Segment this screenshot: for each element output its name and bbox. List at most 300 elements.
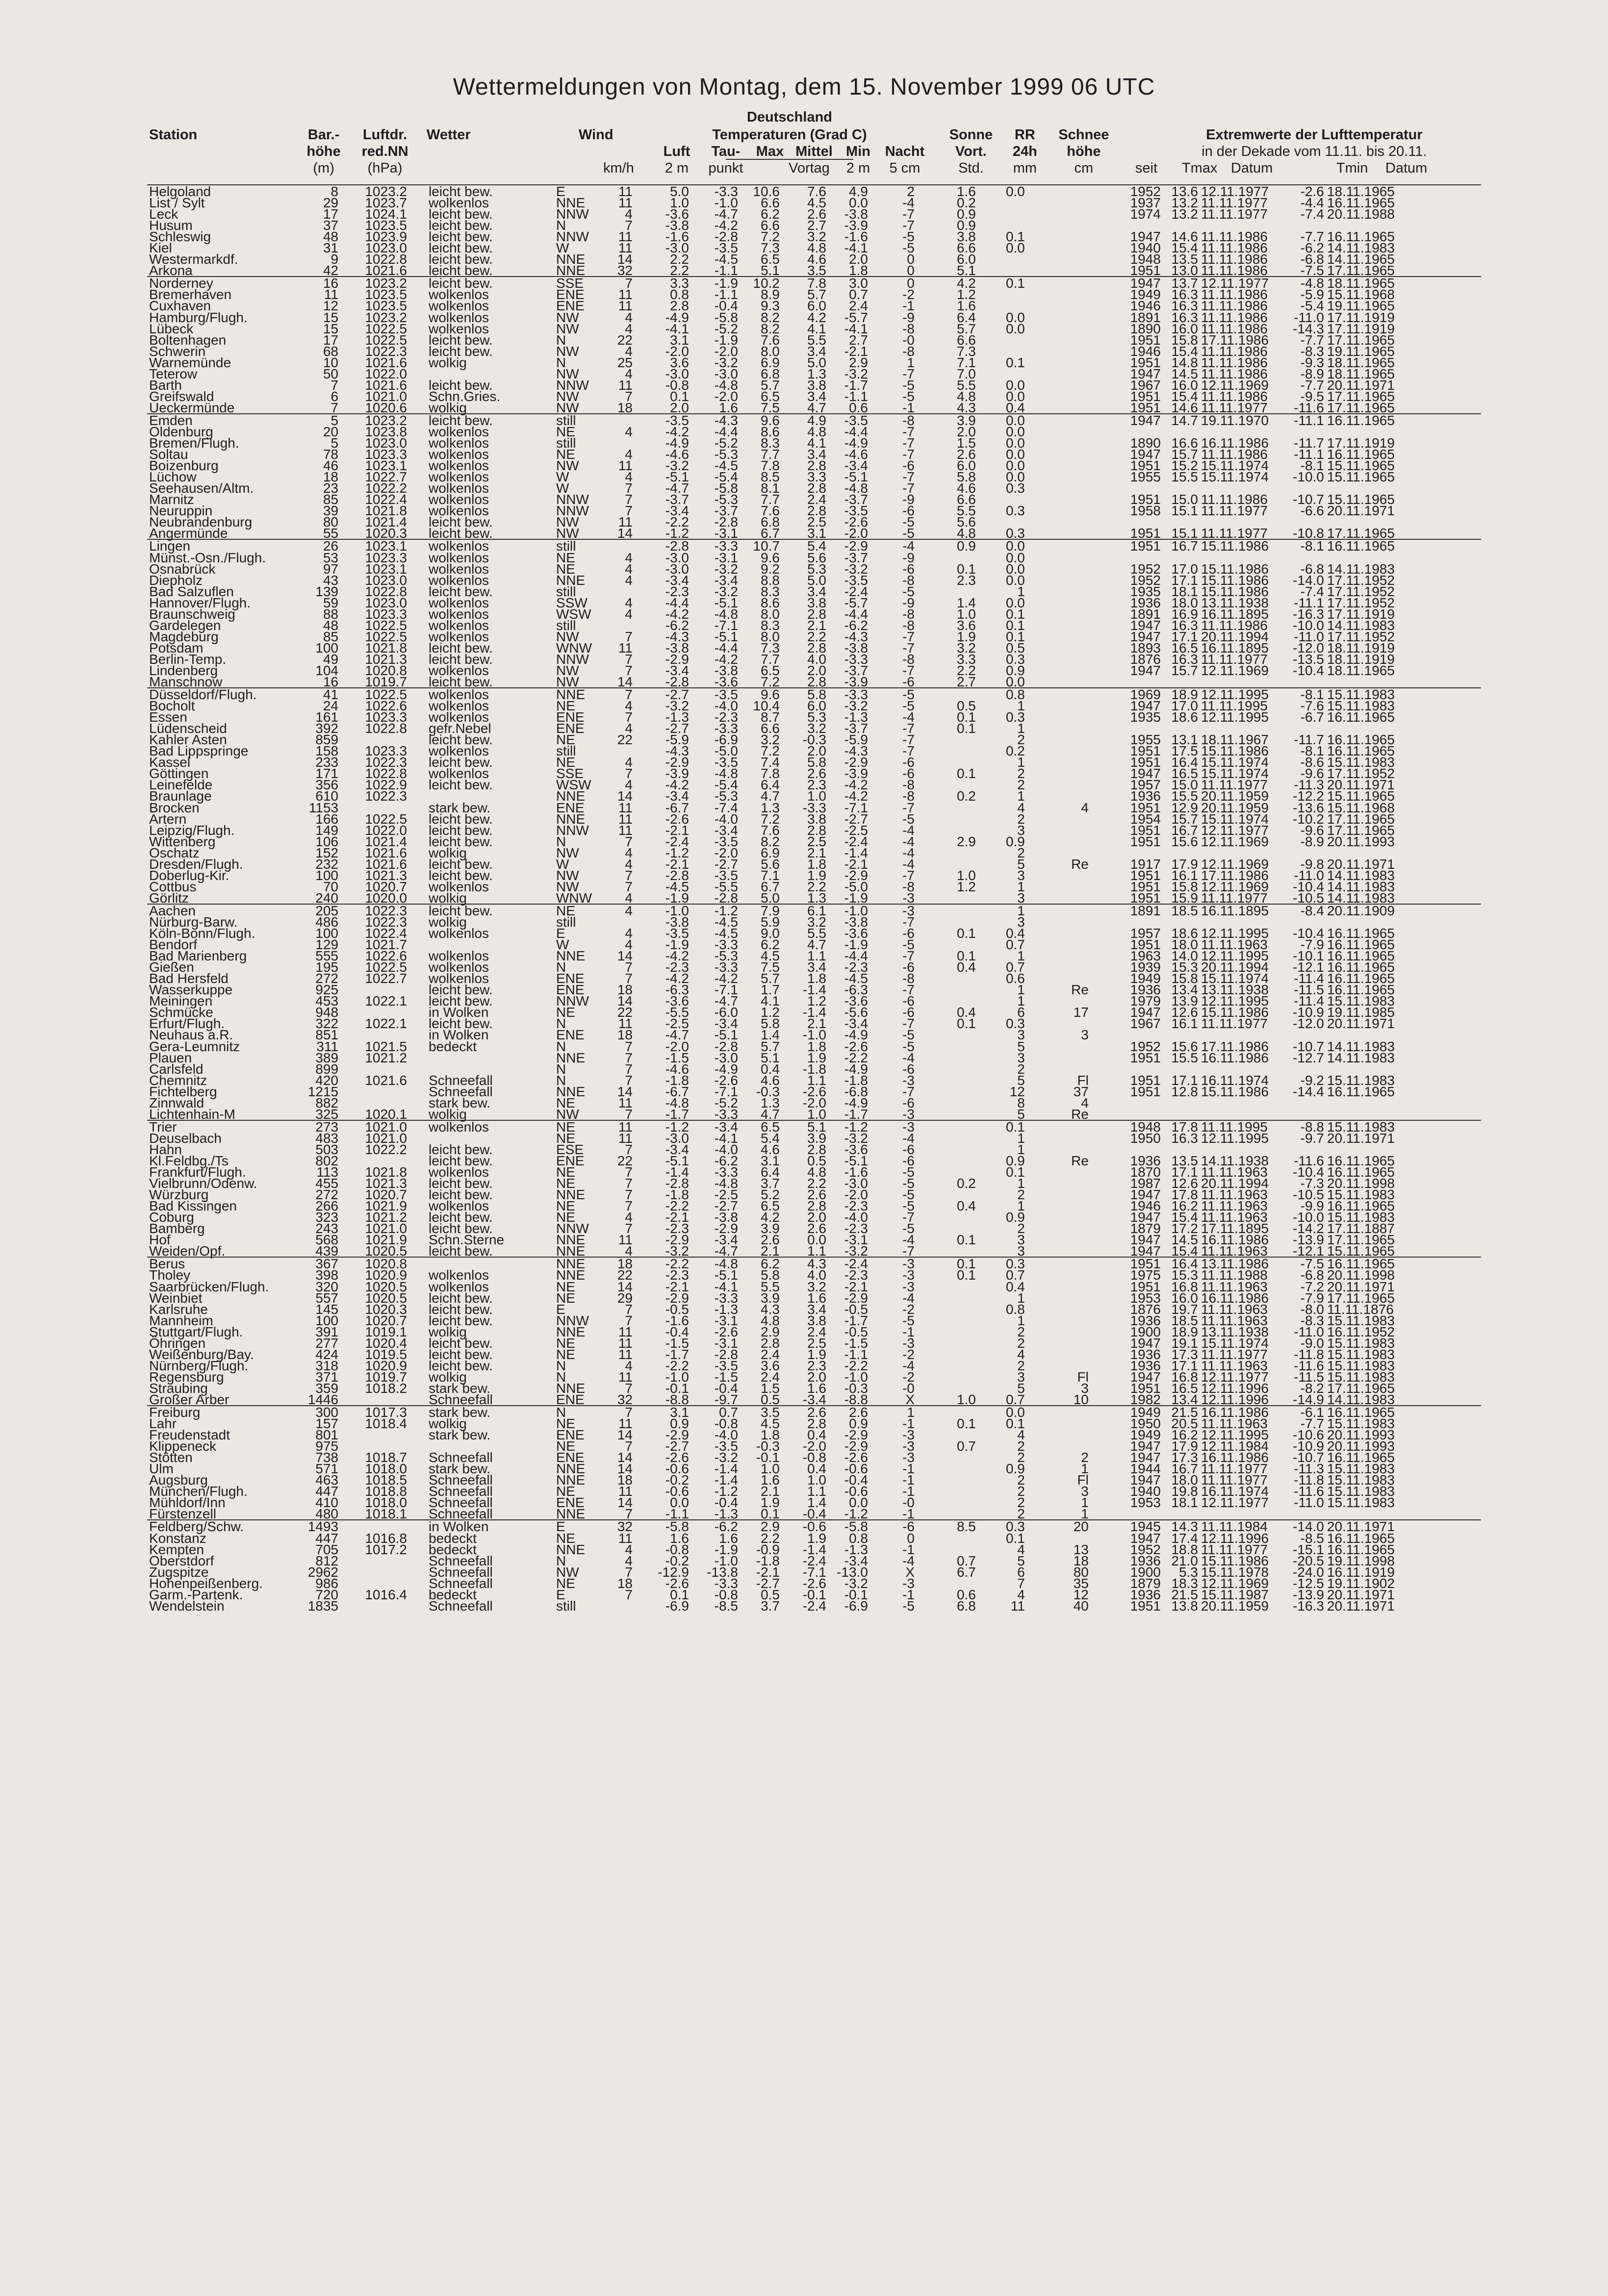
- cell-seit: 1949: [1130, 287, 1161, 303]
- cell-taupunkt: -4.5: [714, 458, 738, 474]
- cell-tmin: -12.1: [1293, 959, 1324, 975]
- cell-max-vortag: 8.0: [761, 606, 780, 622]
- cell-station: Teterow: [149, 366, 198, 381]
- cell-min-2m: -3.9: [844, 218, 868, 233]
- cell-tmax: 16.3: [1171, 287, 1198, 303]
- cell-max-vortag: 6.9: [761, 354, 780, 370]
- cell-tmax: 16.7: [1171, 822, 1198, 838]
- cell-wetter: Schneefall: [429, 1072, 493, 1088]
- cell-tmax: 15.6: [1171, 833, 1198, 849]
- cell-seit: 1935: [1130, 709, 1161, 725]
- cell-bar-hoehe: 273: [315, 1119, 338, 1135]
- cell-rr-24h: 2: [1017, 1438, 1025, 1454]
- cell-datum-min: 15.11.1983: [1327, 1072, 1395, 1088]
- cell-tmax: 16.7: [1171, 538, 1198, 554]
- cell-mittel-vortag: 2.3: [807, 1358, 826, 1373]
- cell-max-vortag: 6.7: [761, 526, 780, 541]
- cell-tmax: 15.6: [1171, 1038, 1198, 1054]
- cell-tmax: 17.5: [1171, 743, 1198, 759]
- cell-seit: 1969: [1130, 687, 1161, 703]
- cell-wind-speed: 11: [618, 1416, 633, 1432]
- cell-bar-hoehe: 48: [323, 229, 338, 245]
- cell-wetter: stark bew.: [429, 1405, 491, 1420]
- cell-luft-2m: -3.2: [665, 698, 689, 714]
- cell-wetter: leicht bew.: [429, 377, 493, 393]
- cell-wind-speed: 4: [625, 698, 633, 714]
- cell-seit: 1946: [1130, 298, 1161, 314]
- cell-datum-min: 16.11.1965: [1327, 195, 1395, 211]
- cell-bar-hoehe: 85: [323, 629, 338, 644]
- cell-rr-24h: 1: [1017, 903, 1025, 918]
- cell-tmin: -14.0: [1293, 1519, 1324, 1535]
- cell-seit: 1949: [1130, 971, 1161, 986]
- cell-seit: 1951: [1130, 879, 1161, 894]
- cell-tmin: -5.9: [1300, 287, 1324, 303]
- cell-datum-min: 19.11.1965: [1327, 343, 1395, 359]
- cell-nacht-5cm: 1: [907, 354, 915, 370]
- cell-tmin: -6.1: [1300, 1405, 1324, 1420]
- cell-luft-2m: -0.5: [665, 1301, 689, 1317]
- cell-tmax: 16.5: [1171, 766, 1198, 782]
- cell-mittel-vortag: 3.8: [807, 1312, 826, 1328]
- cell-station: Stötten: [149, 1450, 193, 1465]
- cell-wetter: leicht bew.: [429, 755, 493, 770]
- cell-nacht-5cm: -5: [902, 1598, 915, 1614]
- cell-luftdruck: 1023.1: [365, 538, 407, 554]
- cell-rr-24h: 3: [1017, 867, 1025, 883]
- cell-rr-24h: 0.0: [1006, 435, 1025, 451]
- cell-taupunkt: -4.0: [714, 811, 738, 827]
- cell-mittel-vortag: 1.8: [807, 1038, 826, 1054]
- cell-wetter: leicht bew.: [429, 674, 493, 690]
- cell-max-vortag: 8.7: [761, 709, 780, 725]
- cell-mittel-vortag: 2.8: [807, 822, 826, 838]
- cell-datum-min: 17.11.1965: [1327, 1232, 1395, 1248]
- cell-tmin: -16.3: [1293, 1598, 1324, 1614]
- cell-luftdruck: 1020.1: [365, 1106, 407, 1122]
- cell-seit: 1948: [1130, 1119, 1161, 1135]
- cell-tmax: 18.0: [1171, 1472, 1198, 1488]
- cell-bar-hoehe: 410: [315, 1495, 338, 1511]
- cell-seit: 1947: [1130, 662, 1161, 678]
- cell-wetter: leicht bew.: [429, 240, 493, 256]
- cell-seit: 1975: [1130, 1267, 1161, 1283]
- cell-bar-hoehe: 158: [315, 743, 338, 759]
- cell-wind-speed: 14: [617, 1461, 633, 1477]
- cell-nacht-5cm: -1: [902, 1324, 915, 1339]
- cell-taupunkt: -1.3: [714, 1506, 738, 1522]
- cell-wetter: stark bew.: [429, 1380, 491, 1396]
- cell-wetter: leicht bew.: [429, 1301, 493, 1317]
- cell-bar-hoehe: 453: [315, 993, 338, 1009]
- cell-nacht-5cm: 0: [907, 1530, 915, 1546]
- cell-tmax: 18.1: [1171, 583, 1198, 599]
- cell-datum-min: 16.11.1965: [1327, 982, 1395, 998]
- cell-taupunkt: -3.3: [714, 1106, 738, 1122]
- cell-tmax: 14.6: [1171, 229, 1198, 245]
- cell-station: Warnemünde: [149, 354, 231, 370]
- cell-mittel-vortag: 3.4: [807, 447, 826, 462]
- cell-wetter: wolkig: [429, 400, 467, 415]
- cell-datum-max: 11.11.1977: [1201, 890, 1268, 906]
- cell-luftdruck: 1023.3: [365, 709, 407, 725]
- cell-tmax: 15.5: [1171, 1050, 1198, 1065]
- cell-tmax: 16.3: [1171, 651, 1198, 667]
- cell-bar-hoehe: 195: [315, 959, 338, 975]
- cell-bar-hoehe: 392: [315, 721, 338, 736]
- cell-datum-max: 11.11.1963: [1201, 937, 1268, 953]
- cell-min-2m: -1.0: [844, 1369, 868, 1385]
- cell-luft-2m: -3.9: [665, 766, 689, 782]
- cell-wetter: in Wolken: [429, 1027, 489, 1043]
- cell-bar-hoehe: 48: [323, 617, 338, 633]
- cell-seit: 1947: [1130, 629, 1161, 644]
- station-group: [147, 184, 1481, 276]
- cell-wind-richtung: N: [556, 1061, 566, 1077]
- cell-sonne: 0.1: [957, 948, 976, 964]
- cell-min-2m: -1.2: [844, 1119, 868, 1135]
- cell-sonne: 8.5: [957, 1519, 976, 1535]
- cell-rr-24h: 6: [1017, 1564, 1025, 1580]
- cell-rr-24h: 0.1: [1006, 276, 1025, 291]
- cell-bar-hoehe: 139: [315, 583, 338, 599]
- cell-wetter: wolkenlos: [429, 435, 489, 451]
- cell-datum-max: 12.11.1969: [1201, 662, 1269, 678]
- cell-max-vortag: 6.2: [761, 937, 780, 953]
- cell-nacht-5cm: -7: [902, 914, 915, 930]
- cell-rr-24h: 0.0: [1006, 424, 1025, 439]
- cell-tmax: 14.7: [1171, 412, 1198, 428]
- cell-tmin: -10.1: [1293, 948, 1324, 964]
- cell-bar-hoehe: 1153: [308, 800, 338, 815]
- cell-datum-max: 16.11.1974: [1201, 1484, 1269, 1499]
- cell-bar-hoehe: 975: [315, 1438, 338, 1454]
- cell-datum-max: 15.11.1986: [1201, 1084, 1269, 1099]
- cell-seit: 1963: [1130, 948, 1161, 964]
- cell-station: Potsdam: [149, 640, 204, 656]
- cell-rr-24h: 0.7: [1006, 959, 1025, 975]
- cell-tmax: 15.5: [1171, 469, 1198, 485]
- cell-taupunkt: -4.7: [714, 993, 738, 1009]
- cell-max-vortag: 9.0: [761, 926, 780, 941]
- cell-bar-hoehe: 859: [315, 732, 338, 748]
- cell-datum-max: 15.11.1986: [1201, 538, 1269, 554]
- cell-wind-speed: 14: [617, 1084, 633, 1099]
- cell-datum-min: 20.11.1971: [1327, 1279, 1395, 1294]
- cell-datum-min: 16.11.1965: [1327, 959, 1395, 975]
- cell-min-2m: 0.9: [849, 1416, 868, 1432]
- cell-min-2m: -3.6: [844, 1141, 868, 1157]
- cell-seit: 1893: [1130, 640, 1161, 656]
- cell-tmax: 12.8: [1171, 1084, 1198, 1099]
- cell-mittel-vortag: 6.0: [807, 298, 826, 314]
- cell-nacht-5cm: 0: [907, 263, 915, 278]
- cell-nacht-5cm: -7: [902, 435, 915, 451]
- cell-bar-hoehe: 557: [315, 1290, 338, 1306]
- cell-tmin: -7.2: [1300, 1279, 1324, 1294]
- cell-seit: 1947: [1130, 276, 1161, 291]
- cell-wind-richtung: NNE: [556, 1541, 586, 1557]
- header-schnee: Schnee: [1058, 127, 1109, 143]
- cell-max-vortag: 6.5: [761, 1119, 780, 1135]
- cell-datum-min: 17.11.1965: [1327, 400, 1395, 415]
- cell-min-2m: -4.9: [844, 1061, 868, 1077]
- cell-wind-richtung: NW: [556, 662, 579, 678]
- cell-min-2m: -3.5: [844, 412, 868, 428]
- cell-tmax: 13.2: [1171, 206, 1198, 222]
- cell-min-2m: -2.9: [844, 1427, 868, 1443]
- cell-wind-speed: 7: [625, 218, 633, 233]
- cell-luft-2m: -2.7: [665, 687, 689, 703]
- cell-datum-min: 14.11.1983: [1327, 867, 1395, 883]
- cell-tmin: -6.8: [1300, 252, 1324, 267]
- cell-seit: 1947: [1130, 1438, 1161, 1454]
- cell-schnee: Re: [1071, 856, 1089, 872]
- cell-station: Marnitz: [149, 492, 194, 507]
- cell-tmin: -14.3: [1293, 321, 1324, 336]
- cell-tmax: 21.0: [1171, 1553, 1198, 1568]
- cell-tmin: -10.2: [1293, 811, 1324, 827]
- cell-tmin: -8.5: [1300, 1530, 1324, 1546]
- cell-schnee: 37: [1073, 1084, 1089, 1099]
- station-group: [147, 1120, 1481, 1257]
- cell-max-vortag: 5.1: [761, 1050, 780, 1065]
- cell-min-2m: 2.6: [849, 1405, 868, 1420]
- cell-tmin: -11.6: [1294, 1358, 1324, 1373]
- cell-station: Gardelegen: [149, 617, 221, 633]
- cell-tmin: -7.6: [1300, 698, 1324, 714]
- cell-station: Leinefelde: [149, 777, 213, 793]
- cell-datum-min: 14.11.1983: [1327, 1050, 1395, 1065]
- cell-luftdruck: 1023.3: [365, 447, 407, 462]
- cell-seit: 1951: [1130, 755, 1161, 770]
- cell-rr-24h: 1: [1017, 879, 1025, 894]
- cell-tmax: 18.6: [1171, 709, 1198, 725]
- header-bar: Bar.-: [307, 127, 340, 143]
- cell-seit: 1951: [1130, 1279, 1161, 1294]
- cell-wetter: wolkig: [429, 914, 467, 930]
- cell-luft-2m: -0.6: [665, 1461, 689, 1477]
- cell-luftdruck: 1022.8: [365, 252, 407, 267]
- cell-sonne: 6.4: [957, 309, 976, 325]
- cell-luft-2m: 3.3: [670, 276, 689, 291]
- cell-min-2m: 0.6: [849, 400, 868, 415]
- cell-taupunkt: -5.2: [714, 321, 738, 336]
- cell-datum-min: 20.11.1993: [1327, 833, 1395, 849]
- cell-tmax: 13.2: [1171, 195, 1198, 211]
- cell-wind-richtung: still: [556, 412, 576, 428]
- cell-rr-24h: 5: [1017, 1553, 1025, 1568]
- cell-min-2m: -2.4: [844, 833, 868, 849]
- cell-datum-max: 16.11.1986: [1201, 1050, 1269, 1065]
- cell-rr-24h: 2: [1017, 1187, 1025, 1203]
- cell-schnee: Fl: [1077, 1369, 1089, 1385]
- cell-bar-hoehe: 23: [323, 480, 338, 496]
- cell-datum-max: 11.11.1986: [1201, 492, 1268, 507]
- cell-luftdruck: 1020.7: [365, 1312, 407, 1328]
- cell-tmax: 16.6: [1171, 435, 1198, 451]
- cell-mittel-vortag: 2.5: [807, 833, 826, 849]
- cell-min-2m: -6.9: [844, 1598, 868, 1614]
- cell-luft-2m: -3.4: [665, 1141, 689, 1157]
- header-seit: seit: [1135, 160, 1158, 176]
- cell-luft-2m: -2.6: [665, 1575, 689, 1591]
- cell-luft-2m: -2.8: [665, 674, 689, 690]
- cell-max-vortag: 6.2: [761, 206, 780, 222]
- cell-min-2m: -1.5: [844, 1335, 868, 1351]
- cell-nacht-5cm: -3: [902, 903, 915, 918]
- cell-luft-2m: -3.8: [665, 218, 689, 233]
- cell-seit: 1947: [1130, 366, 1161, 381]
- cell-wind-speed: 11: [618, 1095, 633, 1110]
- cell-tmax: 16.4: [1171, 1256, 1198, 1272]
- cell-tmax: 16.9: [1171, 606, 1198, 622]
- cell-station: Lüdenscheid: [149, 721, 227, 736]
- cell-taupunkt: -2.8: [714, 1038, 738, 1054]
- cell-rr-24h: 2: [1017, 732, 1025, 748]
- cell-taupunkt: -1.2: [714, 903, 738, 918]
- cell-luft-2m: -3.5: [665, 412, 689, 428]
- cell-sonne: 6.0: [957, 458, 976, 474]
- cell-bar-hoehe: 243: [315, 1221, 338, 1236]
- cell-wind-richtung: NNW: [556, 651, 589, 667]
- cell-wind-richtung: ENE: [556, 298, 585, 314]
- cell-wind-richtung: ENE: [556, 1027, 585, 1043]
- cell-datum-max: 13.11.1938: [1201, 595, 1269, 610]
- cell-wind-speed: 22: [617, 1267, 633, 1283]
- cell-seit: 1947: [1130, 1005, 1161, 1020]
- cell-nacht-5cm: -8: [902, 879, 915, 894]
- cell-station: Kiel: [149, 240, 172, 256]
- cell-luft-2m: -4.2: [665, 777, 689, 793]
- cell-schnee: Re: [1071, 1153, 1089, 1168]
- cell-mittel-vortag: 5.3: [807, 561, 826, 577]
- cell-mittel-vortag: 2.8: [807, 458, 826, 474]
- cell-nacht-5cm: -5: [902, 698, 915, 714]
- cell-wetter: wolkenlos: [429, 1198, 489, 1214]
- cell-min-2m: -4.5: [844, 971, 868, 986]
- cell-max-vortag: 7.7: [761, 447, 780, 462]
- cell-luft-2m: 1.6: [670, 1530, 689, 1546]
- cell-tmax: 17.9: [1171, 856, 1198, 872]
- cell-wind-speed: 4: [625, 550, 633, 565]
- cell-max-vortag: 8.0: [761, 629, 780, 644]
- cell-wind-richtung: N: [556, 833, 566, 849]
- cell-mittel-vortag: 4.7: [807, 400, 826, 415]
- cell-luftdruck: 1023.0: [365, 435, 407, 451]
- cell-luftdruck: 1021.0: [365, 388, 407, 404]
- cell-min-2m: -2.9: [844, 755, 868, 770]
- cell-bar-hoehe: 85: [323, 492, 338, 507]
- cell-taupunkt: -3.4: [714, 822, 738, 838]
- cell-station: Nürburg-Barw.: [149, 914, 238, 930]
- header-deutschland: Deutschland: [746, 109, 833, 125]
- cell-station: Hannover/Flugh.: [149, 595, 251, 610]
- cell-wetter: wolkenlos: [429, 971, 489, 986]
- header-max: Max: [756, 144, 784, 159]
- cell-tmin: -10.7: [1293, 1038, 1324, 1054]
- cell-luft-2m: -2.5: [665, 1016, 689, 1032]
- cell-luftdruck: 1020.3: [365, 526, 407, 541]
- cell-sonne: 3.8: [957, 229, 976, 245]
- cell-datum-max: 12.11.1969: [1201, 856, 1269, 872]
- cell-luft-2m: -4.8: [665, 1095, 689, 1110]
- header-punkt: punkt: [708, 160, 743, 176]
- cell-wetter: leicht bew.: [429, 1312, 493, 1328]
- cell-bar-hoehe: 318: [315, 1358, 338, 1373]
- cell-wind-speed: 7: [625, 766, 633, 782]
- cell-wind-speed: 7: [625, 1221, 633, 1236]
- cell-station: Plauen: [149, 1050, 192, 1065]
- cell-datum-min: 17.11.1919: [1327, 321, 1395, 336]
- cell-rr-24h: 0.4: [1006, 926, 1025, 941]
- cell-luft-2m: -4.9: [665, 309, 689, 325]
- cell-nacht-5cm: -7: [902, 218, 915, 233]
- cell-taupunkt: -2.6: [714, 1072, 738, 1088]
- cell-min-2m: -4.9: [844, 1027, 868, 1043]
- cell-station: Magdeburg: [149, 629, 219, 644]
- cell-min-2m: 0.8: [849, 1530, 868, 1546]
- cell-bar-hoehe: 171: [315, 766, 338, 782]
- cell-rr-24h: 0.0: [1006, 240, 1025, 256]
- cell-wind-speed: 7: [625, 709, 633, 725]
- cell-luftdruck: 1017.3: [365, 1405, 407, 1420]
- cell-station: Hohenpeißenberg.: [149, 1575, 263, 1591]
- cell-nacht-5cm: -8: [902, 572, 915, 588]
- cell-mittel-vortag: 2.8: [807, 1416, 826, 1432]
- header-nacht-5cm: 5 cm: [889, 160, 920, 176]
- cell-mittel-vortag: 2.8: [807, 1141, 826, 1157]
- cell-bar-hoehe: 568: [315, 1232, 338, 1248]
- cell-max-vortag: 6.4: [761, 1164, 780, 1180]
- cell-luftdruck: 1022.4: [365, 926, 407, 941]
- cell-wind-speed: 11: [618, 1335, 633, 1351]
- cell-wetter: leicht bew.: [429, 1016, 493, 1032]
- cell-sonne: 6.6: [957, 240, 976, 256]
- cell-max-vortag: 0.5: [761, 1587, 780, 1602]
- cell-datum-min: 16.11.1965: [1327, 1153, 1395, 1168]
- cell-wind-richtung: still: [556, 914, 576, 930]
- cell-nacht-5cm: -5: [902, 1164, 915, 1180]
- cell-station: Öhringen: [149, 1335, 206, 1351]
- cell-bar-hoehe: 720: [315, 1587, 338, 1602]
- cell-max-vortag: 1.3: [761, 1095, 780, 1110]
- cell-wind-richtung: NE: [556, 1095, 575, 1110]
- cell-sonne: 6.8: [957, 1598, 976, 1614]
- cell-station: Westermarkdf.: [149, 252, 238, 267]
- cell-luft-2m: -1.0: [665, 1369, 689, 1385]
- cell-mittel-vortag: -0.1: [802, 1587, 826, 1602]
- cell-tmax: 12.6: [1171, 1176, 1198, 1191]
- cell-mittel-vortag: -7.1: [802, 1564, 826, 1580]
- cell-tmin: -8.0: [1300, 1301, 1324, 1317]
- cell-nacht-5cm: -6: [902, 1061, 915, 1077]
- cell-tmax: 15.8: [1171, 971, 1198, 986]
- cell-tmin: -15.1: [1293, 1541, 1324, 1557]
- cell-station: Würzburg: [149, 1187, 209, 1203]
- cell-rr-24h: 0.0: [1006, 1405, 1025, 1420]
- cell-mittel-vortag: 2.2: [807, 879, 826, 894]
- cell-seit: 1951: [1130, 1380, 1161, 1396]
- cell-seit: 1951: [1130, 458, 1161, 474]
- cell-sonne: 6.0: [957, 252, 976, 267]
- cell-luftdruck: 1021.0: [365, 1221, 407, 1236]
- cell-luft-2m: 3.6: [670, 354, 689, 370]
- cell-mittel-vortag: 2.5: [807, 514, 826, 530]
- cell-wetter: bedeckt: [429, 1038, 477, 1054]
- cell-schnee: 2: [1081, 1450, 1089, 1465]
- cell-luftdruck: 1021.7: [365, 937, 407, 953]
